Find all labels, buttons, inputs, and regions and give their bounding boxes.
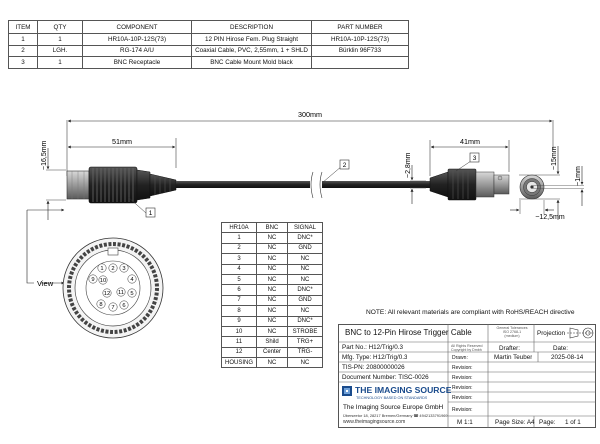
pinout-cell: NC	[288, 358, 323, 368]
bom-header-component: COMPONENT	[83, 21, 192, 34]
dim-cable-diameter	[405, 152, 426, 204]
pinout-cell: NC	[257, 254, 288, 264]
pinout-cell: NC	[288, 264, 323, 274]
pinout-cell: NC	[288, 254, 323, 264]
dim-bnc-diameter-label: ~15mm	[551, 146, 558, 170]
pinout-row	[222, 243, 323, 253]
pinout-cell: NC	[257, 295, 288, 305]
pinout-cell: GND	[288, 295, 323, 305]
pinout-cell: 1	[222, 233, 257, 243]
dim-plug-diameter	[41, 140, 66, 220]
connector-face-view	[63, 238, 163, 338]
pinout-cell: 4	[222, 264, 257, 274]
pin-label: 12	[103, 291, 111, 298]
pin-label: 11	[117, 290, 125, 297]
pinout-cell: NC	[257, 358, 288, 368]
pinout-row	[222, 316, 323, 326]
pinout-cell: NC	[257, 264, 288, 274]
drafter-header: Drafter:	[499, 345, 520, 352]
pin-label: 1	[100, 266, 104, 273]
bom-header-description: DESCRIPTION	[192, 21, 312, 34]
callout-1-number: 1	[148, 210, 153, 217]
revision-label: Revision:	[452, 365, 473, 371]
rights-line-1: All Rights Reserved	[451, 344, 483, 348]
pinout-row	[222, 295, 323, 305]
pinout-row	[222, 358, 323, 368]
bom-cell: BNC Cable Mount Mold black	[192, 57, 312, 69]
pinout-cell: NC	[257, 285, 288, 295]
pinout-cell: 7	[222, 295, 257, 305]
pinout-cell: NC	[288, 306, 323, 316]
pinout-row	[222, 233, 323, 243]
company-website: www.theimagingsource.com	[343, 419, 406, 425]
pinout-cell: DNC*	[288, 233, 323, 243]
callout-2	[322, 160, 349, 183]
bom-cell: 1	[9, 34, 38, 46]
pinout-cell: NC	[257, 243, 288, 253]
pinout-table	[221, 222, 323, 368]
dim-plug-diameter-label: ~16,5mm	[41, 140, 48, 170]
pinout-cell: DNC*	[288, 285, 323, 295]
bom-cell: RG-174 A/U	[83, 45, 192, 57]
pin-label: 10	[99, 278, 107, 285]
bom-header-qty: QTY	[38, 21, 83, 34]
pinout-row	[222, 326, 323, 336]
pinout-cell: Center	[257, 347, 288, 357]
revision-label: Revision:	[452, 407, 473, 413]
bom-cell: BNC Receptacle	[83, 57, 192, 69]
date-header: Date:	[553, 345, 569, 352]
rohs-note: NOTE: All relevant materials are compliant with RoHS/REACH directive	[366, 309, 575, 316]
page-size: Page Size: A4	[495, 419, 535, 426]
pin-label: 7	[111, 305, 115, 312]
pinout-header-signal: SIGNAL	[288, 223, 323, 233]
bom-cell: 12 PIN Hirose Fem. Plug Straight	[192, 34, 312, 46]
callout-2-number: 2	[342, 162, 347, 169]
pinout-header-bnc: BNC	[257, 223, 288, 233]
title-block	[338, 324, 596, 428]
company-logo	[342, 386, 352, 396]
pinout-cell: 2	[222, 243, 257, 253]
pinout-header-row	[222, 223, 323, 233]
bnc-end-view	[510, 146, 584, 221]
pinout-header-hr10a: HR10A	[222, 223, 257, 233]
dim-total-length-label: 300mm	[298, 110, 322, 119]
pinout-cell: 6	[222, 285, 257, 295]
mfg-type: Mfg. Type: H12/Trig/0.3	[342, 354, 408, 361]
pinout-cell: GND	[288, 243, 323, 253]
pinout-cell: NC	[257, 326, 288, 336]
pinout-cell: DNC*	[288, 316, 323, 326]
company-address: Überseetor 18, 28217 Bremen/Germany ☎ 4942133791969	[343, 413, 448, 418]
page-count: 1 of 1	[565, 419, 581, 426]
dim-plug-length-label: 51mm	[112, 137, 132, 146]
hirose-plug	[67, 167, 176, 203]
bom-cell: HR10A-10P-12S(73)	[83, 34, 192, 46]
logo-text: THE IMAGING SOURCE	[355, 385, 452, 395]
general-tolerances	[490, 326, 534, 338]
tolerance-class: (medium)	[504, 334, 520, 338]
pinout-cell: 8	[222, 306, 257, 316]
pin-label: 6	[122, 303, 126, 310]
bom-cell: 3	[9, 57, 38, 69]
pinout-cell: 3	[222, 254, 257, 264]
coax-cable	[176, 172, 430, 198]
pinout-cell: 10	[222, 326, 257, 336]
pin-label: 3	[122, 266, 126, 273]
dim-total-length	[67, 110, 553, 176]
pinout-cell: TRG+	[288, 337, 323, 347]
bom-cell: 2	[9, 45, 38, 57]
pinout-cell: TRG-	[288, 347, 323, 357]
pinout-row	[222, 347, 323, 357]
bom-cell: 1	[38, 57, 83, 69]
part-number: Part No.: H12/Trig/0.3	[342, 344, 404, 351]
view-label: View	[37, 279, 54, 288]
dim-cable-diameter-label: ~2,8mm	[405, 152, 412, 178]
rights-notice	[451, 344, 483, 352]
pinout-cell: NC	[257, 316, 288, 326]
pinout-cell: 5	[222, 274, 257, 284]
dim-plug-length	[68, 137, 176, 168]
pinout-cell: NC	[257, 233, 288, 243]
company-name: The Imaging Source Europe GmbH	[343, 404, 444, 411]
rights-line-2: Copyright by Dmbh	[451, 348, 482, 352]
drafter-name: Martin Teuber	[494, 354, 533, 361]
pinout-cell: NC	[257, 306, 288, 316]
dim-bnc-face-label: ~12,5mm	[535, 214, 565, 221]
general-tolerances-label: General Tolerances	[496, 326, 528, 330]
dim-bnc-inner-label: ~1mm	[575, 166, 582, 186]
pinout-row	[222, 306, 323, 316]
pinout-row	[222, 264, 323, 274]
callout-3	[456, 153, 479, 171]
logo-tagline: TECHNOLOGY BASED ON STANDARDS	[356, 396, 428, 400]
bom-cell: Bürklin 96F733	[312, 45, 409, 57]
pinout-row	[222, 337, 323, 347]
page-label: Page:	[539, 419, 556, 426]
pinout-cell: NC	[288, 274, 323, 284]
pinout-row	[222, 254, 323, 264]
pin-label: 9	[91, 277, 95, 284]
pinout-cell: 9	[222, 316, 257, 326]
pinout-cell: Shild	[257, 337, 288, 347]
pinout-row	[222, 274, 323, 284]
dim-bnc-length-label: 41mm	[460, 137, 480, 146]
revision-label: Revision:	[452, 385, 473, 391]
pinout-cell: 11	[222, 337, 257, 347]
view-indicator	[27, 210, 64, 288]
tis-pn: TIS-PN: 20800000026	[342, 364, 405, 371]
projection-label: Projection	[537, 330, 566, 337]
document-number: Document Number: TISC-0026	[342, 374, 429, 381]
callout-3-number: 3	[472, 155, 477, 162]
revision-label: Revision:	[452, 395, 473, 401]
drawn-label: Drawn:	[452, 355, 468, 361]
tolerance-standard: ISO 2768-1	[502, 330, 522, 334]
pinout-cell: STROBE	[288, 326, 323, 336]
bom-cell: LGH.	[38, 45, 83, 57]
pin-label: 5	[130, 291, 134, 298]
pin-label: 4	[130, 277, 134, 284]
pin-label: 8	[99, 302, 103, 309]
bom-header-item: ITEM	[9, 21, 38, 34]
pinout-cell: HOUSING	[222, 358, 257, 368]
scale: M 1:1	[457, 419, 473, 426]
pinout-cell: NC	[257, 274, 288, 284]
pinout-row	[222, 285, 323, 295]
revision-label: Revision:	[452, 375, 473, 381]
bnc-connector	[430, 169, 509, 200]
projection-symbol	[567, 328, 594, 338]
bom-cell: HR10A-10P-12S(73)	[312, 34, 409, 46]
pin-label: 2	[111, 266, 115, 273]
bom-cell: Coaxial Cable, PVC, 2,55mm, 1 + SHLD	[192, 45, 312, 57]
bom-cell: 1	[38, 34, 83, 46]
drawing-title: BNC to 12-Pin Hirose Trigger Cable	[345, 328, 472, 337]
bom-header-part-number: PART NUMBER	[312, 21, 409, 34]
pinout-cell: 12	[222, 347, 257, 357]
drawing-date: 2025-08-14	[551, 354, 584, 361]
